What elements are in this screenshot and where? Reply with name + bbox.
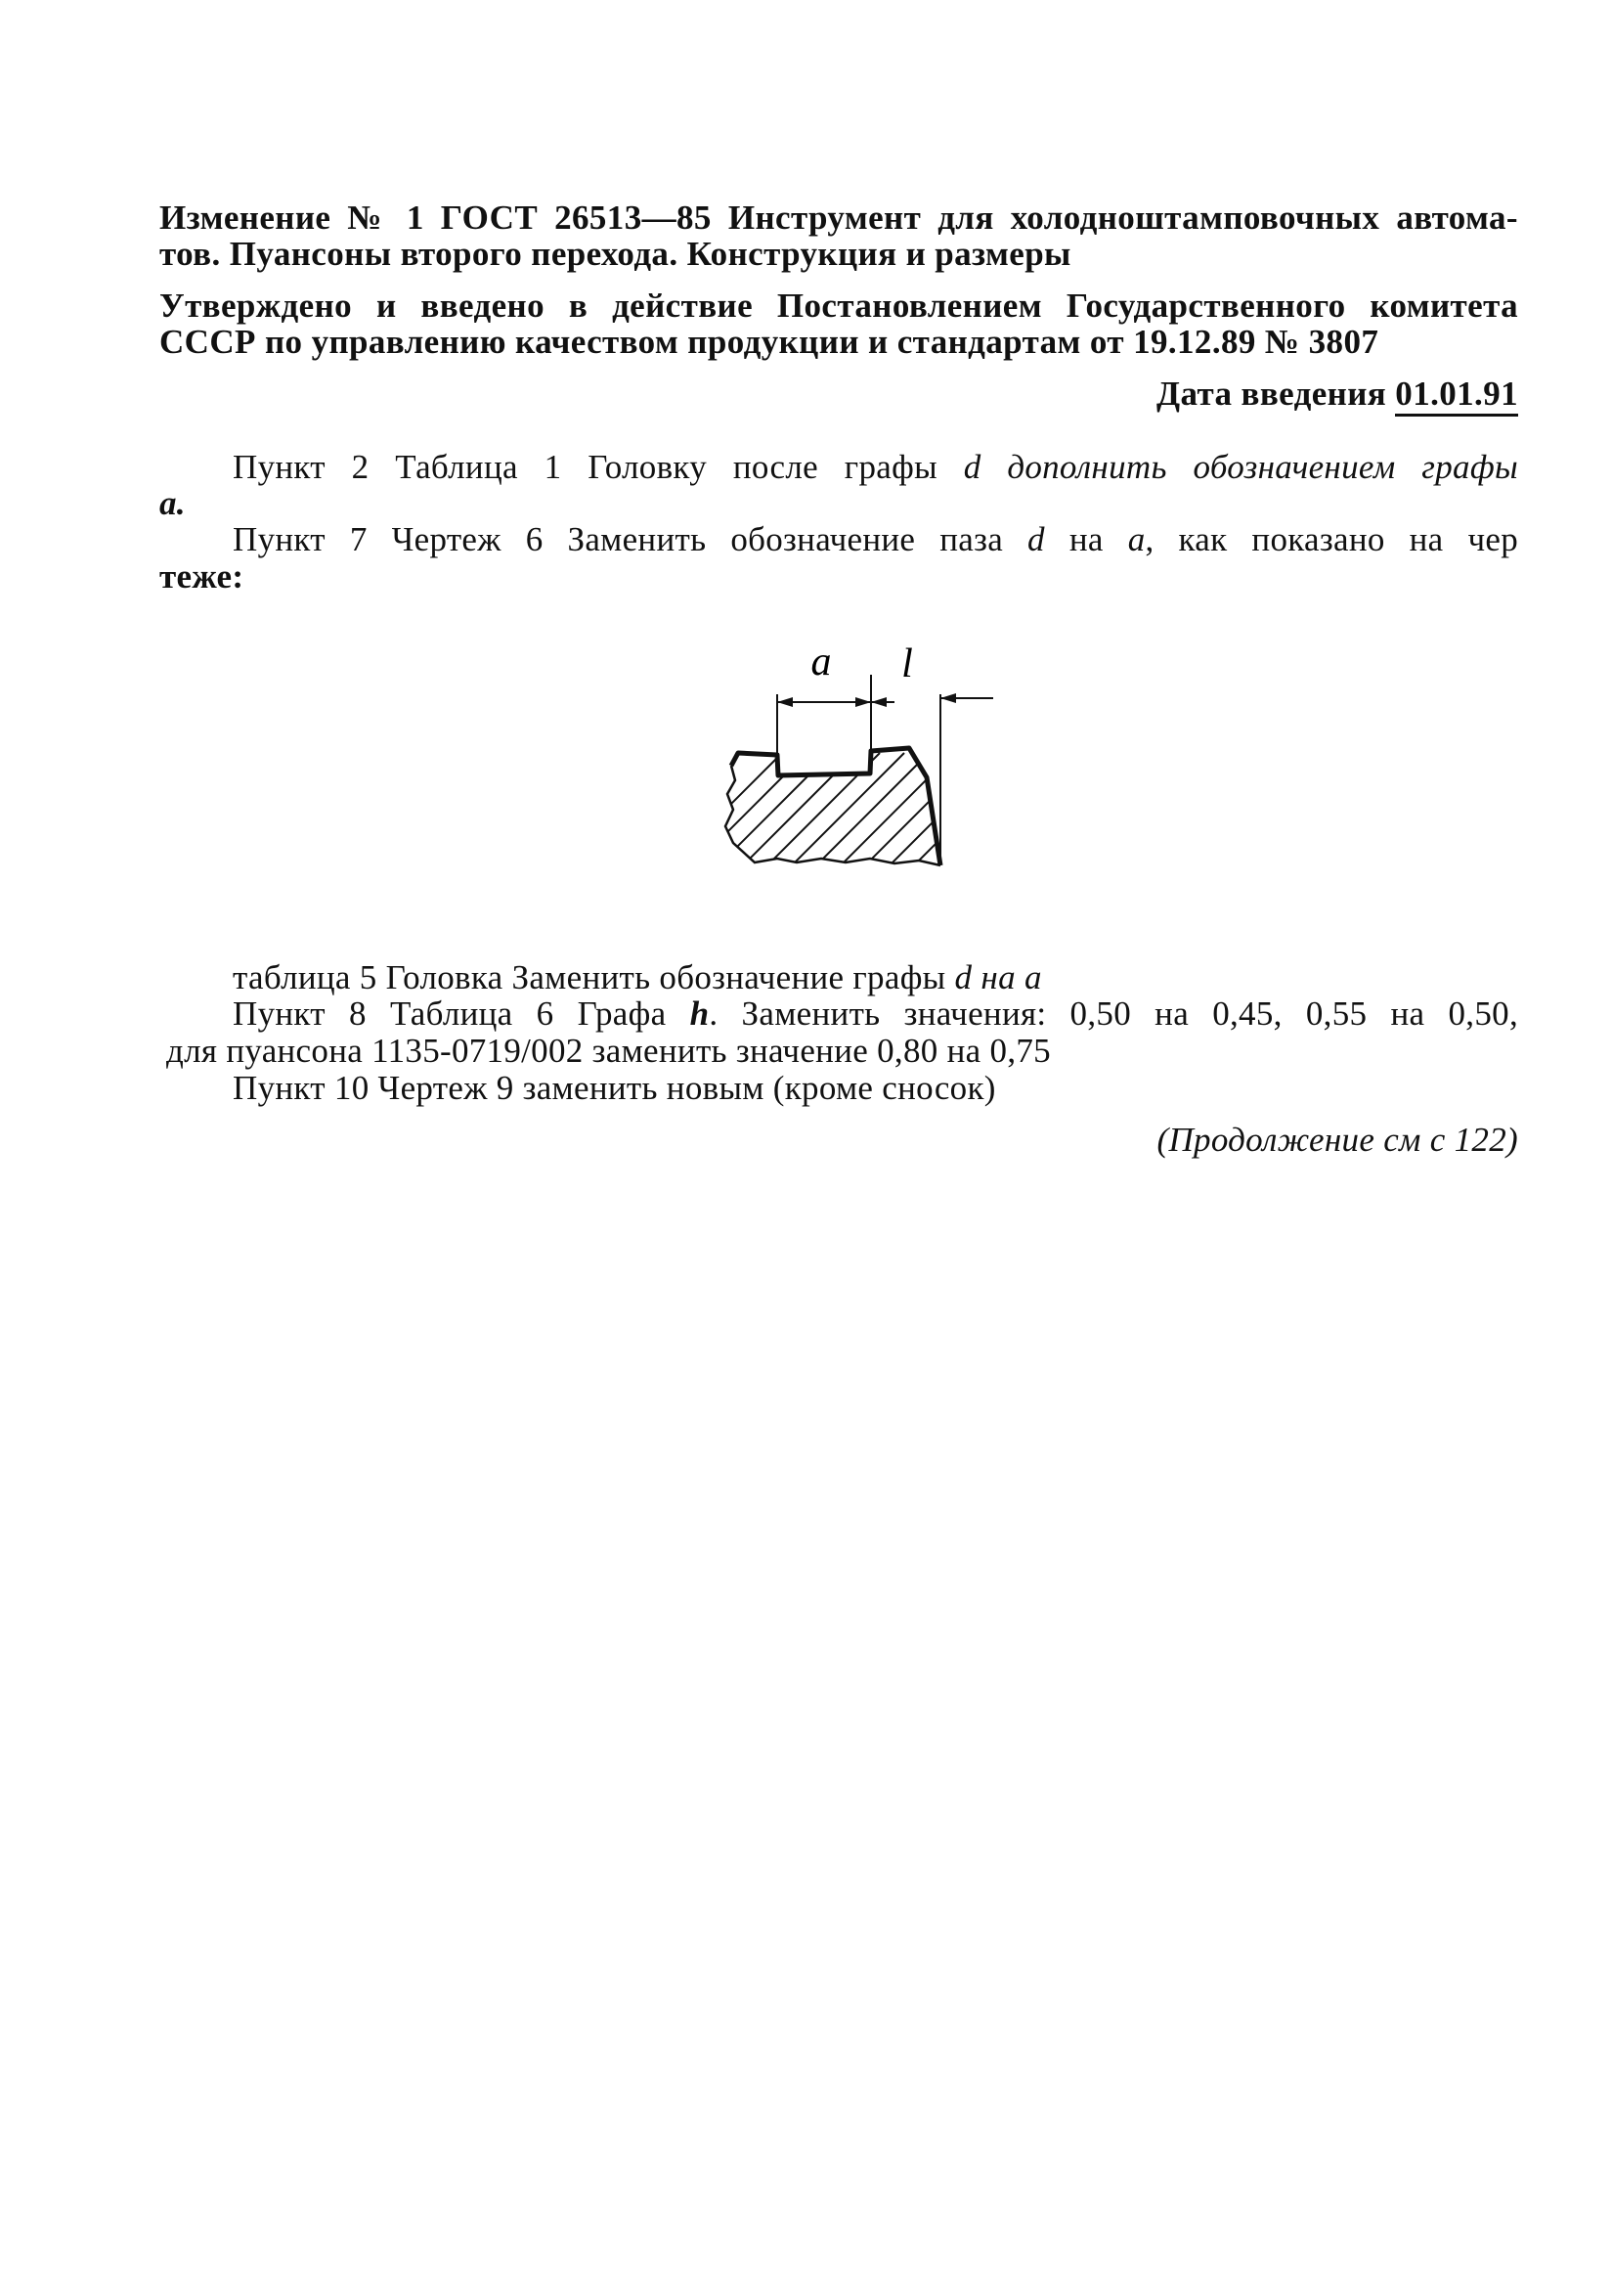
var-d: d <box>963 448 981 486</box>
amendment-title-line2: тов. Пуансоны второго перехода. Конструкция и размеры <box>159 235 1071 273</box>
amendment-title-line1: Изменение № 1 ГОСТ 26513—85 Инструмент для холодноштамповочных автома- <box>159 199 1518 237</box>
var-h: h <box>689 994 710 1033</box>
table-5-text-a: таблица 5 Головка Заменить обозначение графы <box>233 958 955 996</box>
var-d: d <box>954 958 973 996</box>
arrow-a-left <box>777 697 793 707</box>
item-2-text-a: Пункт 2 Таблица 1 Головку после графы <box>233 448 964 486</box>
item-7-line2: теже: <box>159 557 244 596</box>
var-a: a <box>1127 520 1146 558</box>
item-7-line1 <box>233 520 1518 559</box>
item-7-text-b: на <box>1044 520 1128 558</box>
item-8-line2: для пуансона 1135-0719/002 заменить значение 0,80 на 0,75 <box>166 1032 1051 1070</box>
approval-line1: Утверждено и введено в действие Постановлением Государственного комитета <box>159 287 1518 325</box>
approval-line2: СССР по управлению качеством продукции и стандартам от 19.12.89 № 3807 <box>159 323 1379 361</box>
item-2-line1 <box>233 448 1518 487</box>
label-l: l <box>901 641 913 686</box>
arrow-l-right <box>940 693 956 703</box>
arrow-a-right <box>855 697 871 707</box>
item-8-line1 <box>233 994 1518 1034</box>
item-7-text-a: Пункт 7 Чертеж 6 Заменить обозначение паза <box>233 520 1028 558</box>
table-5-text-b: на <box>972 958 1024 996</box>
effective-date-label: Дата введения <box>1156 375 1387 413</box>
item-8-text-a: Пункт 8 Таблица 6 Графа <box>233 994 690 1033</box>
var-d: d <box>1027 520 1045 558</box>
effective-date <box>1156 375 1518 414</box>
item-2-text-b: дополнить обозначением графы <box>980 448 1518 486</box>
arrow-l-left <box>871 697 887 707</box>
var-a: a <box>1024 958 1042 996</box>
table-5-line <box>233 958 1042 997</box>
item-8-text-b: . Заменить значения: 0,50 на 0,45, 0,55 на 0,50, <box>709 994 1518 1033</box>
item-7-text-c: , как показано на чер <box>1145 520 1519 558</box>
continuation-note: (Продолжение см с 122) <box>1156 1121 1518 1159</box>
label-a: a <box>810 640 832 684</box>
groove-drawing <box>684 626 1017 880</box>
part-outline <box>731 748 940 865</box>
item-2-line2: a. <box>159 484 186 522</box>
item-10-line: Пункт 10 Чертеж 9 заменить новым (кроме сносок) <box>233 1069 996 1107</box>
effective-date-value: 01.01.91 <box>1395 375 1518 417</box>
